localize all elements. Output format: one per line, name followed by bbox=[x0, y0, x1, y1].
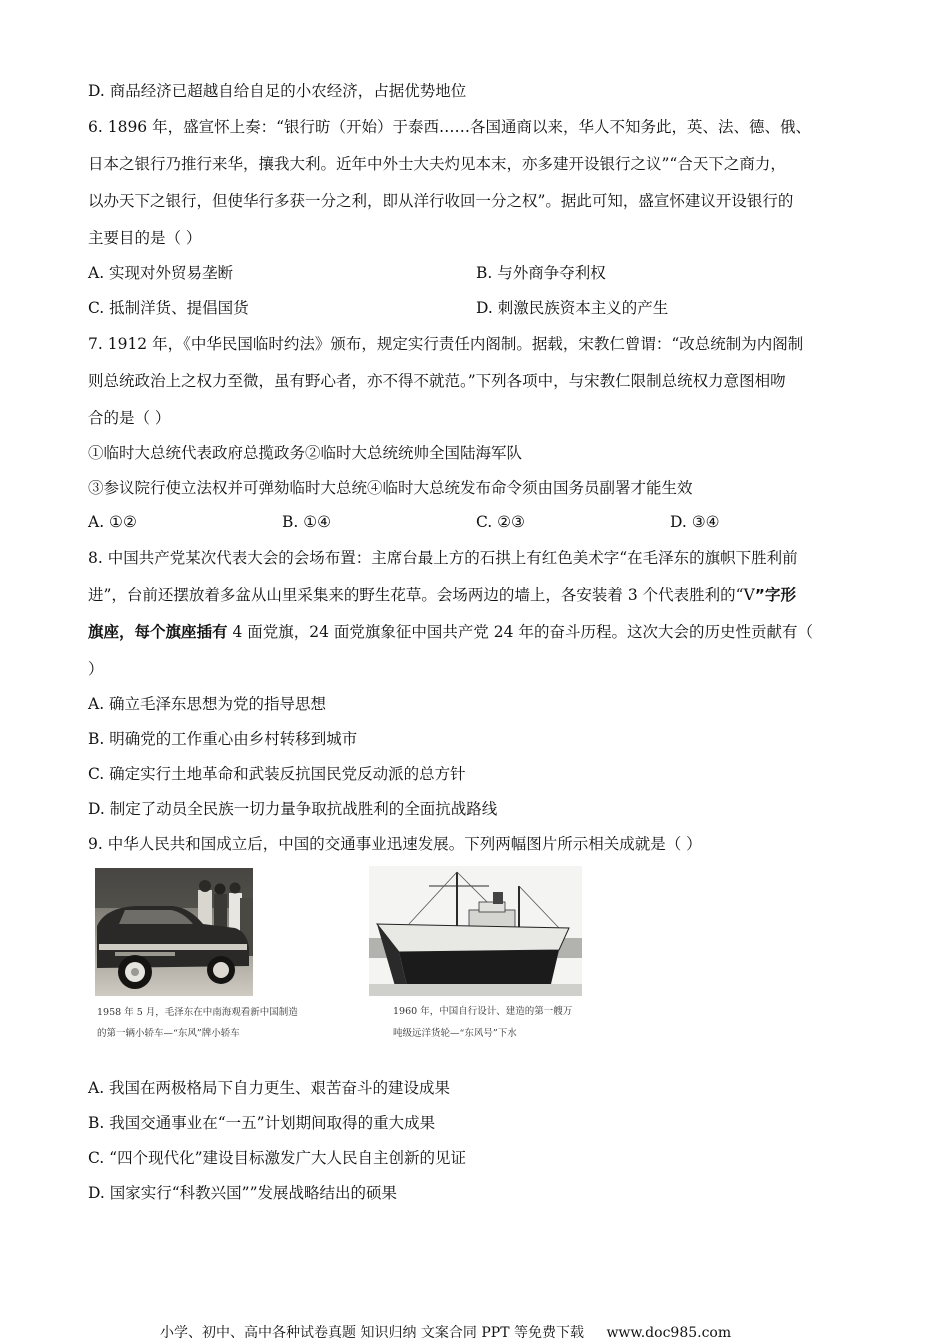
q7-stem-line-3: 合的是（ ） bbox=[88, 409, 171, 427]
q8-option-b: B. 明确党的工作重心由乡村转移到城市 bbox=[88, 730, 358, 748]
q8-stem-line-4: ） bbox=[88, 660, 104, 678]
q8-option-a: A. 确立毛泽东思想为党的指导思想 bbox=[88, 695, 327, 713]
q8-stem-line-2 bbox=[88, 584, 796, 606]
q6-option-c: C. 抵制洋货、提倡国货 bbox=[88, 299, 249, 317]
q6-option-b: B. 与外商争夺利权 bbox=[476, 264, 606, 282]
q6-option-a: A. 实现对外贸易垄断 bbox=[88, 264, 234, 282]
page-footer bbox=[160, 1322, 731, 1342]
q8-option-d: D. 制定了动员全民族一切力量争取抗战胜利的全面抗战路线 bbox=[88, 800, 498, 818]
q8-option-c: C. 确定实行土地革命和武装反抗国民党反动派的总方针 bbox=[88, 765, 466, 783]
q6-stem-line-3: 以办天下之银行，但使华行多获一分之利，即从洋行收回一分之权”。据此可知，盛宣怀建议开设银行的 bbox=[88, 192, 794, 210]
ship-caption-line-2: 吨级远洋货轮—“东风号”下水 bbox=[393, 1028, 517, 1039]
ship-photo-image bbox=[369, 866, 582, 996]
car-caption-line-1: 1958 年 5 月，毛泽东在中南海观看新中国制造 bbox=[97, 1007, 298, 1018]
q6-option-d: D. 刺激民族资本主义的产生 bbox=[476, 299, 669, 317]
q5-option-d: D. 商品经济已超越自给自足的小农经济，占据优势地位 bbox=[88, 82, 467, 100]
q7-statement-1: ①临时大总统代表政府总揽政务②临时大总统统帅全国陆海军队 bbox=[88, 444, 523, 462]
q7-statement-2: ③参议院行使立法权并可弹劾临时大总统④临时大总统发布命令须由国务员副署才能生效 bbox=[88, 479, 693, 497]
q8-line3-bold: 旗座，每个旗座插有 bbox=[88, 623, 228, 641]
q7-stem-line-1: 7. 1912 年，《中华民国临时约法》颁布，规定实行责任内阁制。据载，宋教仁曾谓：“改总统制为内阁制 bbox=[88, 335, 804, 353]
q8-line2-text: 进”，台前还摆放着多盆从山里采集来的野生花草。会场两边的墙上，各安装着 3 个代表胜利的“V bbox=[88, 586, 755, 604]
car-caption-line-2: 的第一辆小轿车—“东风”牌小轿车 bbox=[97, 1028, 240, 1039]
q8-stem-line-3 bbox=[88, 621, 813, 643]
ship-caption-line-1: 1960 年，中国自行设计、建造的第一艘万 bbox=[393, 1006, 573, 1017]
q9-option-c: C. “四个现代化”建设目标激发广大人民自主创新的见证 bbox=[88, 1149, 467, 1167]
q6-stem-line-2: 日本之银行乃推行来华，攘我大利。近年中外士大夫灼见本末，亦多建开设银行之议”“合天下之商力， bbox=[88, 155, 786, 173]
q7-option-b: B. ①④ bbox=[282, 513, 332, 531]
footer-text: 小学、初中、高中各种试卷真题 知识归纳 文案合同 PPT 等免费下载 bbox=[160, 1325, 584, 1341]
q7-option-d: D. ③④ bbox=[670, 513, 720, 531]
ship-photo bbox=[369, 866, 582, 996]
q7-stem-line-2: 则总统政治上之权力至微，虽有野心者，亦不得不就范。”下列各项中，与宋教仁限制总统权力意图相吻 bbox=[88, 372, 786, 390]
q6-stem-line-1: 6. 1896 年，盛宣怀上奏：“银行昉（开始）于泰西……各国通商以来，华人不知务此，英、法、德、俄、 bbox=[88, 118, 812, 136]
q8-line2-bold: ”字形 bbox=[754, 586, 796, 604]
car-photo bbox=[95, 868, 253, 996]
footer-url[interactable]: www.doc985.com bbox=[606, 1325, 732, 1341]
q8-line3-text: 4 面党旗，24 面党旗象征中国共产党 24 年的奋斗历程。这次大会的历史性贡献有（ bbox=[227, 623, 813, 641]
q7-option-a: A. ①② bbox=[88, 513, 137, 531]
q8-stem-line-1: 8. 中国共产党某次代表大会的会场布置：主席台最上方的石拱上有红色美术字“在毛泽东的旗帜下胜利前 bbox=[88, 549, 798, 567]
q9-stem: 9. 中华人民共和国成立后，中国的交通事业迅速发展。下列两幅图片所示相关成就是（ ） bbox=[88, 835, 702, 853]
q9-option-d: D. 国家实行“科教兴国””发展战略结出的硕果 bbox=[88, 1184, 398, 1202]
q9-option-b: B. 我国交通事业在“一五”计划期间取得的重大成果 bbox=[88, 1114, 436, 1132]
q7-option-c: C. ②③ bbox=[476, 513, 525, 531]
q6-stem-line-4: 主要目的是（ ） bbox=[88, 229, 202, 247]
q9-option-a: A. 我国在两极格局下自力更生、艰苦奋斗的建设成果 bbox=[88, 1079, 451, 1097]
car-photo-image bbox=[95, 868, 253, 996]
